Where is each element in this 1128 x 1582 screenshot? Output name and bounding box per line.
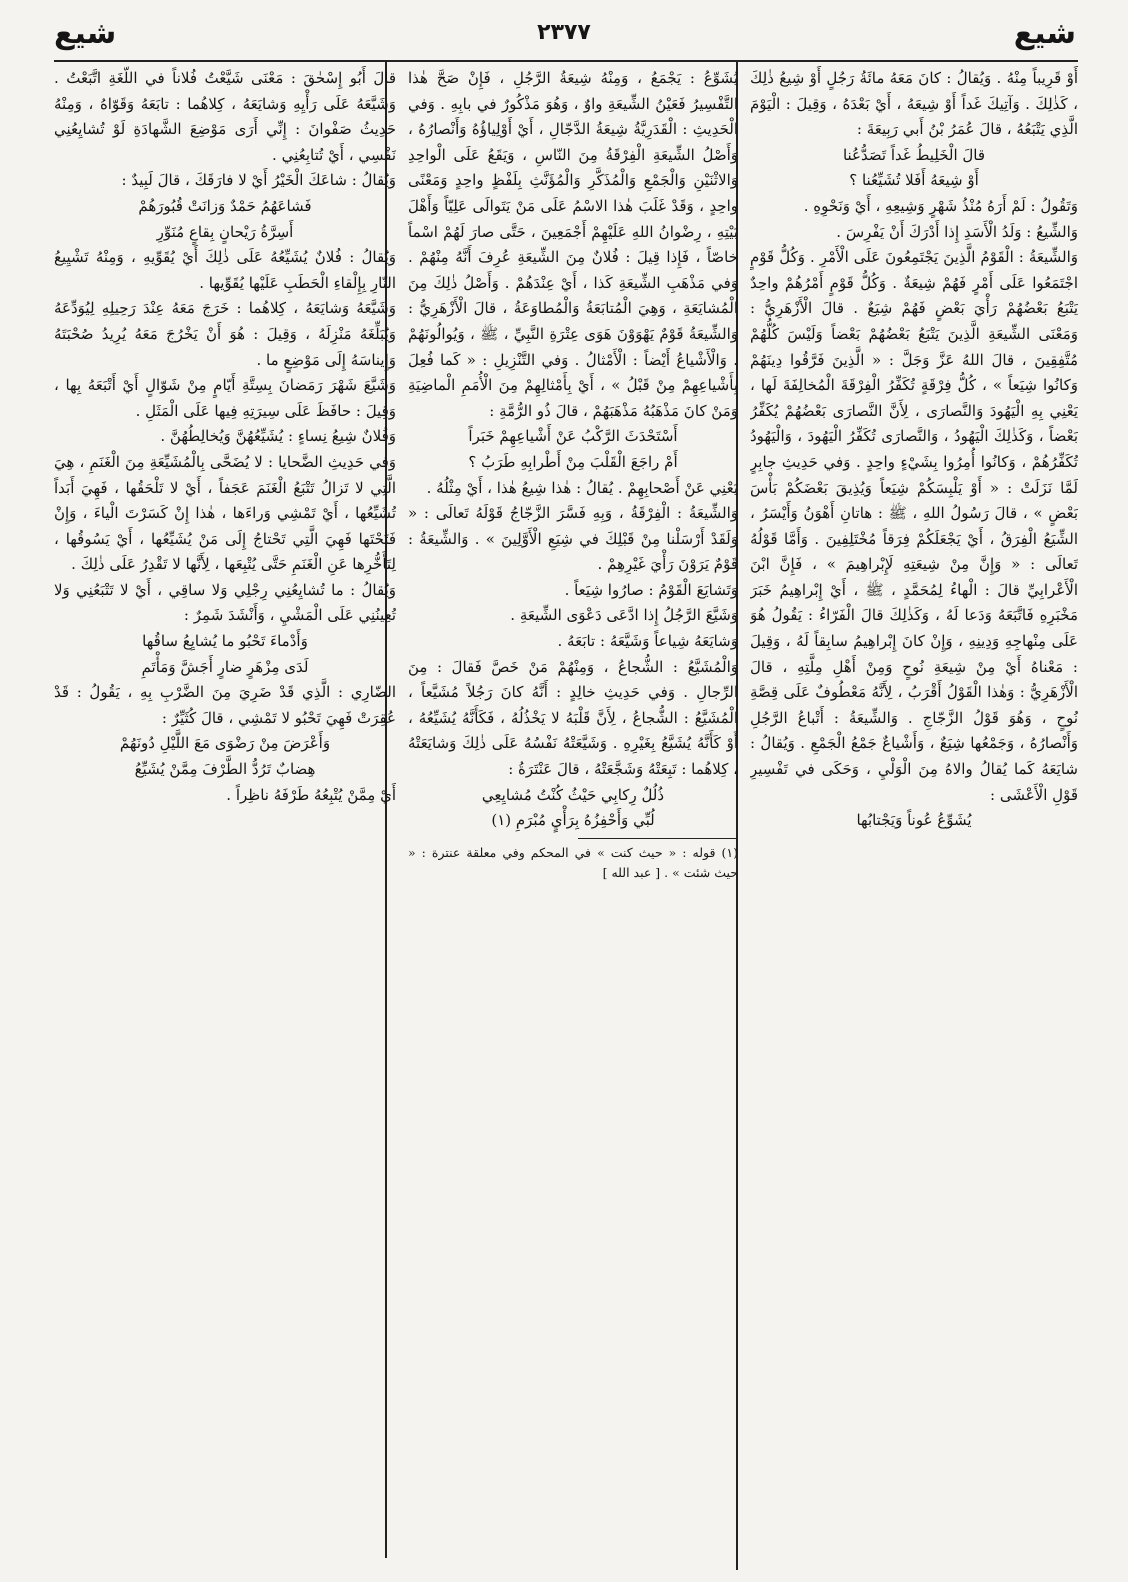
verse-line: ذُلُلٌ رِكابِي حَيْثُ كُنْتُ مُشايِعِي <box>481 785 665 804</box>
paragraph: وَشَيَّعَ شَهْرَ رَمَضانَ بِسِتَّةِ أَيّامٍ مِنْ شَوّالٍ أَيْ أَتْبَعَهُ بِها ، وَقِيلَ : حافَظَ عَلَى سِيرَتِهِ فِيها عَلَى الْمَثَلِ . <box>54 376 396 420</box>
verse-line: وَأَعْرَضَ مِنْ رَضْوَى مَعَ اللَّيْلِ دُونَهُمْ <box>119 734 331 753</box>
paragraph: وَشَيَّعَ الرَّجُلُ إِذا ادَّعَى دَعْوَى الشِّيعَةِ . <box>510 606 738 625</box>
left-column <box>54 66 396 1576</box>
header-entry-word-right: شيع <box>1013 16 1076 51</box>
verse-line: وَأَدْماءَ تَحْبُو ما يُشايِعُ ساقُها <box>142 632 308 651</box>
verse-line: أَسْتَحْدَثَ الرَّكْبُ عَنْ أَشْياعِهِمْ خَبَراً <box>468 427 678 446</box>
paragraph: وَتَقُولُ : لَمْ أَرَهُ مُنْذُ شَهْرٍ وَشِيعِهِ ، أَيْ وَنَحْوِهِ . <box>803 196 1078 215</box>
right-column <box>750 66 1078 1576</box>
header-rule <box>54 60 1078 62</box>
paragraph: وَفُلانٌ شِيعُ نِساءٍ : يُشَيِّعُهُنَّ وَيُخالِطُهُنَّ . <box>160 427 396 446</box>
paragraph: وَالشِّيعَةُ : الْقَوْمُ الَّذِينَ يَجْتَمِعُونَ عَلَى الْأَمْرِ . وَكُلُّ قَوْمٍ اجْتَمَعُوا عَلَى أَمْرٍ فَهُمْ شِيعَةٌ . وَكُلُّ قَوْمٍ أَمْرُهُمْ واحِدٌ يَتْبَعُ بَعْضُهُمْ رَأْيَ بَعْضٍ فَهُمْ شِيَعٌ . قالَ الْأَزْهَرِيُّ : وَمَعْنَى الشِّيعَةِ الَّذِينَ يَتْبَعُ بَعْضُهُمْ بَعْضاً وَلَيْسَ كُلُّهُمْ مُتَّفِقِينَ ، قالَ اللهُ عَزَّ وَجَلَّ : « الَّذِينَ فَرَّقُوا دِينَهُمْ وَكانُوا شِيَعاً » ، كُلُّ فِرْقَةٍ تُكَفِّرُ الْفِرْقَةَ الْمُخالِفَةَ لَها ، يَعْنِي بِهِ الْيَهُودَ وَالنَّصارَى ، لِأَنَّ النَّصارَى بَعْضُهُمْ يُكَفِّرُ بَعْضاً ، وَكَذٰلِكَ الْيَهُودُ ، وَالنَّصارَى تُكَفِّرُ الْيَهُودَ ، وَالْيَهُودُ تُكَفِّرُهُمْ ، وَكانُوا أُمِرُوا بِشَيْءٍ واحِدٍ . وَفي حَدِيثِ جابِرٍ لَمَّا نَزَلَتْ : « أَوْ يَلْبِسَكُمْ شِيَعاً وَيُذِيقَ بَعْضَكُمْ بَأْسَ بَعْضٍ » ، قالَ رَسُولُ اللهِ ، ﷺ : هاتانِ أَهْوَنُ وَأَيْسَرُ ، الشِّيَعُ الْفِرَقُ ، أَيْ يَجْعَلَكُمْ فِرَقاً مُخْتَلِفِينَ . وَأَمَّا قَوْلُهُ تَعالَى : « وَإِنَّ مِنْ شِيعَتِهِ لَإِبْراهِيمَ » ، فَإِنَّ ابْنَ الْأَعْرابِيِّ قالَ : الْهاءُ لِمُحَمَّدٍ ، ﷺ ، أَيْ إِبْراهِيمُ خَبَرَ مَخْبَرِهِ فَاتَّبَعَهُ وَدَعا لَهُ ، وَكَذٰلِكَ قالَ الْفَرّاءُ : يَقُولُ هُوَ عَلَى مِنْهاجِهِ وَدِينِهِ ، وَإِنْ كانَ إِبْراهِيمُ سابِقاً لَهُ ، وَقِيلَ : مَعْناهُ أَيْ مِنْ شِيعَةِ نُوحٍ وَمِنْ أَهْلِ مِلَّتِهِ ، قالَ الْأَزْهَرِيُّ : وَهٰذا الْقَوْلُ أَقْرَبُ ، لِأَنَّهُ مَعْطُوفٌ عَلَى قِصَّةِ نُوحٍ ، وَهُوَ قَوْلُ الزَّجّاجِ . وَالشِّيعَةُ : أَتْباعُ الرَّجُلِ وَأَنْصارُهُ ، وَجَمْعُها شِيَعٌ ، وَأَشْياعٌ جَمْعُ الْجَمْعِ . وَيُقالُ : شايَعَهُ كَما يُقالُ والاهُ مِنَ الْوَلْيِ ، وَحَكَى في تَفْسِيرِ قَوْلِ الْأَعْشَى : <box>750 248 1078 804</box>
paragraph: يَعْنِي عَنْ أَصْحابِهِمْ . يُقالُ : هٰذا شِيعُ هٰذا ، أَيْ مِثْلُهُ . <box>426 478 738 497</box>
paragraph: وَالشِّيعَةُ : الْفِرْقَةُ ، وَبِهِ فَسَّرَ الزَّجّاجُ قَوْلَهُ تَعالَى : « وَلَقَدْ أَرْسَلْنا مِنْ قَبْلِكَ في شِيَعِ الْأَوَّلِينَ » . وَالشِّيعَةُ : قَوْمٌ يَرَوْنَ رَأْيَ غَيْرِهِمْ . <box>408 504 738 574</box>
footnote-rule <box>578 838 738 839</box>
paragraph: أَيْ مِمَّنْ يُتْبِعُهُ طَرْفَهُ ناظِراً . <box>226 785 396 804</box>
paragraph: وَيُقالُ : ما تُشايِعُنِي رِجْلِي وَلا ساقِي ، أَيْ لا تَتْبَعُنِي وَلا تُعِينُنِي عَلَى الْمَشْيِ ، وَأَنْشَدَ شَمِرٌ : <box>54 580 396 625</box>
footnote: (١) قوله : « حيث كنت » في المحكم وفي معلقة عنترة : « حيث شئت » . [ عبد الله ] <box>408 844 738 880</box>
paragraph: وَيُقالُ : فُلانٌ يُشَيِّعُهُ عَلَى ذٰلِكَ أَيْ يُقَوِّيهِ ، وَمِنْهُ تَشْيِيعُ النّارِ بِإِلْقاءِ الْحَطَبِ عَلَيْها يُقَوِّيها . <box>54 248 396 292</box>
paragraph: وَالشِّيعُ : وَلَدُ الْأَسَدِ إِذا أَدْرَكَ أَنْ يَفْرِسَ . <box>836 222 1078 241</box>
verse-line: فَشاعَهُمُ حَمْدٌ وَزانَتْ قُبُورَهُمْ <box>138 196 312 215</box>
header-entry-word-left: شيع <box>54 16 117 51</box>
paragraph: وَشايَعَهُ شِياعاً وَشَيَّعَهُ : تابَعَهُ . <box>557 632 738 651</box>
paragraph: وَيُقالُ : شاعَكَ الْخَيْرُ أَيْ لا فارَقَكَ ، قالَ لَبِيدٌ : <box>121 171 396 190</box>
paragraph: وَفي حَدِيثِ الضَّحايا : لا يُضَحَّى بِالْمُشَيِّعَةِ مِنَ الْغَنَمِ ، هِيَ الَّتِي لا تَزالُ تَتْبَعُ الْغَنَمَ عَجَفاً ، أَيْ لا تَلْحَقُها ، فَهِيَ أَبَداً تُشَيِّعُها ، أَيْ تَمْشِي وَراءَها ، هٰذا إِنْ كَسَرْتَ الْياءَ ، وَإِنْ فَتَحْتَها فَهِيَ الَّتِي تَحْتاجُ إِلَى مَنْ يُشَيِّعُها ، أَيْ يَسُوقُها ، لِتَأَخُّرِها عَنِ الْغَنَمِ حَتَّى يُتْبِعَها ، لِأَنَّها لا تَقْدِرُ عَلَى ذٰلِكَ . <box>54 452 396 574</box>
verse-line: قالَ الْخَلِيطُ غَداً تَصَدُّعُنا <box>842 145 986 164</box>
paragraph: وَشَيَّعَهُ وَشايَعَهُ ، كِلاهُما : خَرَجَ مَعَهُ عِنْدَ رَحِيلِهِ لِيُوَدِّعَهُ وَيُبَلِّغَهُ مَنْزِلَهُ ، وَقِيلَ : هُوَ أَنْ يَخْرُجَ مَعَهُ يُرِيدُ صُحْبَتَهُ وَإِيناسَهُ إِلَى مَوْضِعٍ ما . <box>54 299 396 369</box>
verse-line: أَسِرَّةُ رَيْحانٍ بِقاعٍ مُنَوِّرِ <box>156 222 294 241</box>
paragraph: أَوْ قَرِيباً مِنْهُ . وَيُقالُ : كانَ مَعَهُ مائَةُ رَجُلٍ أَوْ شِيعُ ذٰلِكَ ، كَذٰلِكَ . وَآتِيكَ غَداً أَوْ شِيعَهُ ، أَيْ بَعْدَهُ ، وَقِيلَ : الْيَوْمَ الَّذِي يَتْبَعُهُ ، قالَ عُمَرُ بْنُ أَبي رَبِيعَةَ : <box>750 69 1078 139</box>
verse-line: أَمْ راجَعَ الْقَلْبَ مِنْ أَطْرابِهِ طَرَبُ ؟ <box>468 452 678 471</box>
verse-line: لَدَى مِزْهَرٍ ضارٍ أَجَشَّ وَمَأْتَمِ <box>141 657 309 676</box>
paragraph: وَتَشايَعَ الْقَوْمُ : صارُوا شِيَعاً . <box>564 580 738 599</box>
verse-line: يُشَوِّعُ عُوناً وَيَجْتابُها <box>856 811 972 830</box>
verse-line: لُبِّي وَأَحْفِزُهُ بِرَأْيٍ مُبْرَمِ (١) <box>491 811 655 830</box>
paragraph: وَالْمُشَيَّعُ : الشُّجاعُ ، وَمِنْهُمْ مَنْ خَصَّ فَقالَ : مِنَ الرِّجالِ . وَفي حَدِيثِ خالِدٍ : أَنَّهُ كانَ رَجُلاً مُشَيَّعاً ، الْمُشَيَّعُ : الشُّجاعُ ، لِأَنَّ قَلْبَهُ لا يَخْذُلُهُ ، فَكَأَنَّهُ يُشَيِّعُهُ ، أَوْ كَأَنَّهُ يُشَيَّعُ بِغَيْرِهِ . وَشَيَّعَتْهُ نَفْسُهُ عَلَى ذٰلِكَ وَشايَعَتْهُ ، كِلاهُما : تَبِعَتْهُ وَشَجَّعَتْهُ ، قالَ عَنْتَرَةُ : <box>408 657 738 779</box>
paragraph: الضّارِي : الَّذِي قَدْ ضَرِيَ مِنَ الضَّرْبِ بِهِ ، يَقُولُ : قَدْ عُقِرَتْ فَهِيَ تَحْبُو لا تَمْشِي ، قالَ كُثَيِّرٌ : <box>54 683 396 727</box>
paragraph: قالَ أَبُو إِسْحٰقَ : مَعْنَى شَيَّعْتُ فُلاناً في اللُّغَةِ اتَّبَعْتُ . وَشَيَّعَهُ عَلَى رَأْيِهِ وَشايَعَهُ ، كِلاهُما : تابَعَهُ وَقَوّاهُ ، وَمِنْهُ حَدِيثُ صَفْوانَ : إِنِّي أَرَى مَوْضِعَ الشَّهادَةِ لَوْ تُشايِعُنِي نَفْسِي ، أَيْ تُتابِعُنِي . <box>54 69 396 164</box>
verse-line: هِضابٌ تَرُدُّ الطَّرْفَ مِمَّنْ يُشَيِّعُ <box>134 760 316 779</box>
page-number: ٢٣٧٧ <box>537 20 591 45</box>
paragraph: يُشَوِّعُ : يَجْمَعُ ، وَمِنْهُ شِيعَةُ الرَّجُلِ ، فَإِنْ صَحَّ هٰذا التَّفْسِيرُ فَعَيْنُ الشِّيعَةِ واوٌ ، وَهُوَ مَذْكُورٌ في بابِهِ . وَفي الْحَدِيثِ : الْقَدَرِيَّةُ شِيعَةُ الدَّجّالِ ، أَيْ أَوْلِياؤُهُ وَأَنْصارُهُ ، وَأَصْلُ الشِّيعَةِ الْفِرْقَةُ مِنَ النّاسِ ، وَيَقَعُ عَلَى الْواحِدِ وَالاثْنَيْنِ وَالْجَمْعِ وَالْمُذَكَّرِ وَالْمُؤَنَّثِ بِلَفْظٍ واحِدٍ وَمَعْنًى واحِدٍ ، وَقَدْ غَلَبَ هٰذا الاسْمُ عَلَى مَنْ يَتَوالَى عَلِيّاً وَأَهْلَ بَيْتِهِ ، رِضْوانُ اللهِ عَلَيْهِمْ أَجْمَعِينَ ، حَتَّى صارَ لَهُمْ اسْماً خاصّاً ، فَإِذا قِيلَ : فُلانٌ مِنَ الشِّيعَةِ عُرِفَ أَنَّهُ مِنْهُمْ . وَفي مَذْهَبِ الشِّيعَةِ كَذا ، أَيْ عِنْدَهُمْ . وَأَصْلُ ذٰلِكَ مِنَ الْمُشايَعَةِ ، وَهِيَ الْمُتابَعَةُ وَالْمُطاوَعَةُ ، قالَ الْأَزْهَرِيُّ : وَالشِّيعَةُ قَوْمٌ يَهْوَوْنَ هَوَى عِتْرَةِ النَّبِيِّ ، ﷺ ، وَيُوالُونَهُمْ . وَالْأَشْياعُ أَيْضاً : الْأَمْثالُ . وَفي التَّنْزِيلِ : « كَما فُعِلَ بِأَشْياعِهِمْ مِنْ قَبْلُ » ، أَيْ بِأَمْثالِهِمْ مِنَ الْأُمَمِ الْماضِيَةِ وَمَنْ كانَ مَذْهَبُهُ مَذْهَبَهُمْ ، قالَ ذُو الرُّمَّةِ : <box>408 69 738 420</box>
page-header <box>0 14 1128 64</box>
verse-line: أَوْ شِيعَهُ أَفَلا تُشَيِّعُنا ؟ <box>849 171 979 190</box>
middle-column <box>408 66 738 1576</box>
